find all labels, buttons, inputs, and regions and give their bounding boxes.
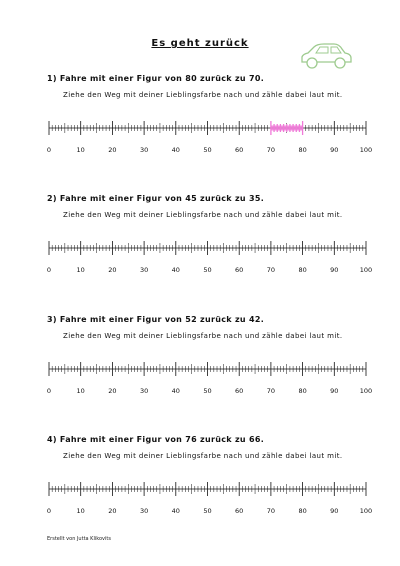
tick-label: 80 [298, 266, 307, 274]
tick-label: 50 [203, 146, 212, 154]
tick-label: 50 [203, 266, 212, 274]
tick-label: 40 [171, 387, 180, 395]
tick-label: 50 [203, 507, 212, 515]
tick-label: 50 [203, 387, 212, 395]
tick-label: 30 [139, 507, 149, 515]
number-line[interactable] [0, 118, 400, 162]
car-icon [298, 40, 354, 74]
tick-label: 40 [171, 266, 180, 274]
tick-label: 80 [298, 387, 307, 395]
task-instruction: Ziehe den Weg mit deiner Lieblingsfarbe nach und zähle dabei laut mit. [63, 452, 343, 460]
number-line[interactable] [0, 359, 400, 403]
task-instruction: Ziehe den Weg mit deiner Lieblingsfarbe nach und zähle dabei laut mit. [63, 332, 343, 340]
tick-label: 10 [76, 507, 85, 515]
task-heading: 3) Fahre mit einer Figur von 52 zurück zu 42. [47, 315, 265, 324]
tick-label: 40 [171, 507, 180, 515]
task-1 [0, 74, 400, 194]
tick-label: 70 [266, 266, 276, 274]
task-3 [0, 315, 400, 435]
tick-label: 10 [76, 146, 85, 154]
tick-label: 70 [266, 507, 276, 515]
tick-label: 60 [235, 387, 244, 395]
task-instruction: Ziehe den Weg mit deiner Lieblingsfarbe nach und zähle dabei laut mit. [63, 91, 343, 99]
tick-label: 20 [108, 266, 117, 274]
tick-label: 80 [298, 507, 307, 515]
footer-credit: Erstellt von Jutta Klikovits [47, 536, 111, 542]
number-line[interactable] [0, 238, 400, 282]
tick-label: 0 [46, 266, 52, 274]
tick-label: 10 [76, 266, 85, 274]
tick-label: 70 [266, 387, 276, 395]
tick-label: 100 [359, 507, 373, 515]
tick-label: 0 [46, 146, 52, 154]
tick-label: 100 [359, 266, 373, 274]
tick-label: 0 [46, 387, 52, 395]
number-line[interactable] [0, 479, 400, 523]
tick-label: 90 [330, 387, 339, 395]
task-heading: 4) Fahre mit einer Figur von 76 zurück zu 66. [47, 435, 265, 444]
task-heading: 1) Fahre mit einer Figur von 80 zurück zu 70. [47, 74, 265, 83]
tick-label: 20 [108, 146, 117, 154]
tick-label: 10 [76, 387, 85, 395]
tick-label: 80 [298, 146, 307, 154]
tick-label: 60 [235, 266, 244, 274]
task-instruction: Ziehe den Weg mit deiner Lieblingsfarbe nach und zähle dabei laut mit. [63, 211, 343, 219]
task-2 [0, 194, 400, 314]
tick-label: 20 [108, 507, 117, 515]
tick-label: 30 [139, 146, 149, 154]
task-heading: 2) Fahre mit einer Figur von 45 zurück zu 35. [47, 194, 265, 203]
page-title: Es geht zurück [151, 38, 249, 49]
tick-label: 90 [330, 266, 339, 274]
tick-label: 30 [139, 266, 149, 274]
tick-label: 90 [330, 507, 339, 515]
tick-label: 90 [330, 146, 339, 154]
tick-label: 70 [266, 146, 276, 154]
tick-label: 60 [235, 146, 244, 154]
tick-label: 40 [171, 146, 180, 154]
tick-label: 100 [359, 146, 373, 154]
tick-label: 0 [46, 507, 52, 515]
tick-label: 30 [139, 387, 149, 395]
tick-label: 60 [235, 507, 244, 515]
tick-label: 100 [359, 387, 373, 395]
tick-label: 20 [108, 387, 117, 395]
